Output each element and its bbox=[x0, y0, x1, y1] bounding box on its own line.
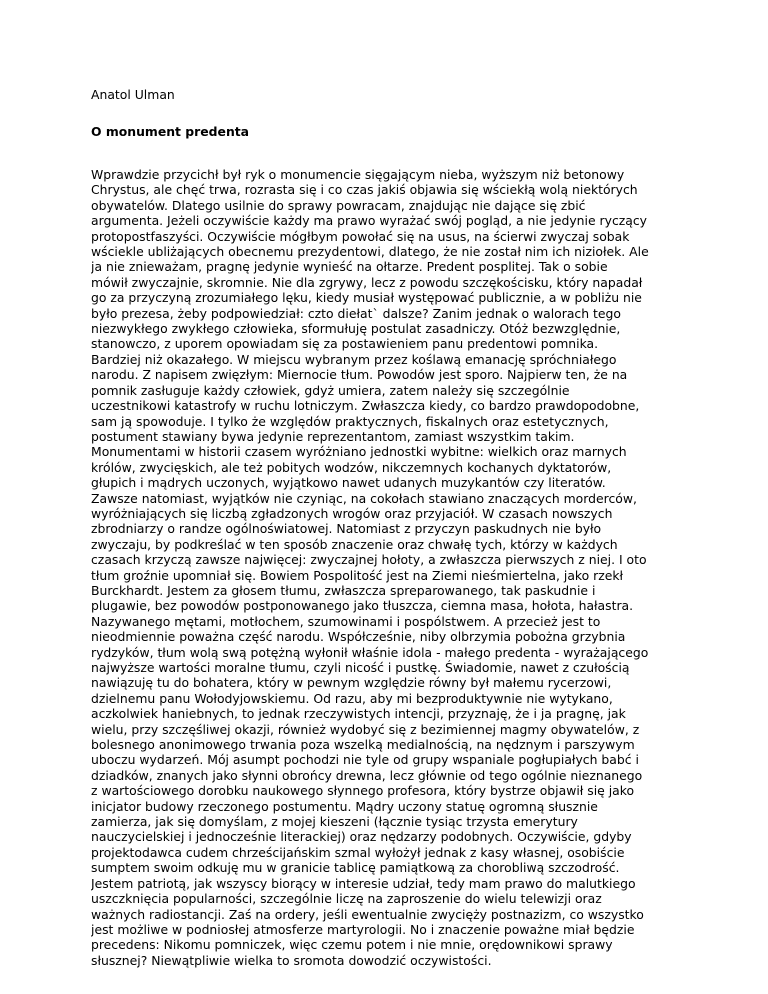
body-line: z wartościowego dorobku naukowego słynnego profesora, który bystrze objawił się jako bbox=[91, 783, 635, 799]
body-line: obywatelów. Dlatego usilnie do sprawy powracam, znajdując nie dające się zbić bbox=[91, 197, 586, 213]
body-line: projektodawca cudem chrześcijańskim szmal wyłożył jednak z kasy własnej, osobiście bbox=[91, 844, 625, 860]
body-line: postument stawiany bywa jedynie reprezentantom, zamiast wszystkim takim. bbox=[91, 428, 575, 444]
body-line: inicjator budowy rzeczonego postumentu. Mądry uczony statuę ogromną słusznie bbox=[91, 798, 598, 814]
body-line: plugawie, bez powodów postponowanego jako tłuszcza, ciemna masa, hołota, hałastra. bbox=[91, 598, 634, 614]
body-line: jest możliwe w podniosłej atmosferze martyrologii. No i znaczenie poważne miał będzie bbox=[91, 921, 635, 937]
body-line: Chrystus, ale chęć trwa, rozrasta się i co czas jakiś objawia się wściekłą wolą niektórych bbox=[91, 182, 638, 198]
body-line: Monumentami w historii czasem wyróżniano jednostki wybitne: wielkich oraz marnych bbox=[91, 444, 627, 460]
article-body bbox=[91, 167, 703, 968]
body-line: narodu. Z napisem zwięzłym: Miernocie tłum. Powodów jest sporo. Najpierw ten, że na bbox=[91, 367, 628, 383]
body-line: dzielnemu panu Wołodyjowskiemu. Od razu, aby mi bezproduktywnie nie wytykano, bbox=[91, 690, 613, 706]
body-line: pomnik zasługuje każdy człowiek, gdyż umiera, zatem należy się szczególnie bbox=[91, 382, 570, 398]
body-line: głupich i mądrych uczonych, wyjątkowo nawet udanych muzykantów czy literatów. bbox=[91, 475, 606, 491]
body-line: wyróżniających się liczbą zgładzonych wrogów oraz przyjaciół. W czasach nowszych bbox=[91, 505, 613, 521]
body-line: dziadków, znanych jako słynni obrońcy drewna, lecz głównie od tego ogólnie nieznanego bbox=[91, 767, 643, 783]
body-line: Zawsze natomiast, wyjątków nie czyniąc, na cokołach stawiano znaczących morderców, bbox=[91, 490, 637, 506]
body-line: najwyższe wartości moralne tłumu, czyli nicość i pustkę. Świadomie, nawet z czułością bbox=[91, 660, 630, 675]
body-line: sumptem swoim odkuję mu w granicie tablicę pamiątkową za chorobliwą szczodrość. bbox=[91, 860, 620, 876]
body-line: ważnych radiostancji. Zaś na ordery, jeśli ewentualnie zwycięży postnazizm, co wszystko bbox=[91, 906, 644, 922]
body-line: nawiązuję tu do bohatera, który w pewnym względzie równy był małemu rycerzowi, bbox=[91, 675, 612, 691]
body-line: stanowczo, z uporem opowiadam się za postawieniem panu predentowi pomnika. bbox=[91, 336, 599, 352]
body-line: Bardziej niż okazałego. W miejscu wybranym przez koślawą emanację spróchniałego bbox=[91, 351, 617, 367]
body-line: słusznej? Niewątpliwie wielka to sromota dowodzić oczywistości. bbox=[91, 952, 492, 968]
body-line: tłum groźnie upomniał się. Bowiem Pospolitość jest na Ziemi nieśmiertelna, jako rzekł bbox=[91, 567, 624, 583]
body-line: bolesnego anonimowego trwania poza wszelką medialnością, na nędznym i parszywym bbox=[91, 737, 635, 753]
body-line: Jestem patriotą, jak wszyscy biorący w interesie udział, tedy mam prawo do malutkiego bbox=[91, 875, 636, 891]
body-line: argumenta. Jeżeli oczywiście każdy ma prawo wyrażać swój pogląd, a nie jedynie ryczący bbox=[91, 213, 647, 229]
body-line: zbrodniarzy o randze ogólnoświatowej. Natomiast z przyczyn paskudnych nie było bbox=[91, 521, 602, 537]
body-line: aczkolwiek haniebnych, to jednak rzeczywistych intencji, przyznaję, że i ja pragnę, jak bbox=[91, 706, 626, 722]
body-line: niezwykłego zwykłego człowieka, sformułuję postulat zasadniczy. Otóż bezwzględnie, bbox=[91, 321, 621, 337]
body-line: uszczknięcia popularności, szczególnie liczę na zaproszenie do wielu telewizji oraz bbox=[91, 891, 602, 907]
body-line: mówił zwyczajnie, skromnie. Nie dla zgrywy, lecz z powodu szczękościsku, który napadał bbox=[91, 274, 643, 290]
body-line: sam ją spowoduje. I tylko że względów praktycznych, fiskalnych oraz estetycznych, bbox=[91, 413, 609, 429]
article-title: O monument predenta bbox=[91, 124, 250, 139]
body-line: ja nie znieważam, pragnę jedynie wynieść na ołtarze. Predent posplitej. Tak o sobie bbox=[91, 259, 608, 275]
body-line: Nazywanego mętami, motłochem, szumowinami i pospólstwem. A przecież jest to bbox=[91, 613, 601, 629]
body-line: wściekle ubliżających obecnemu prezydentowi, dlatego, że nie został nim ich niziołek. Ale bbox=[91, 244, 649, 260]
body-line: nauczycielskiej i jednocześnie literackiej) oraz nędzarzy podobnych. Oczywiście, gdyby bbox=[91, 829, 632, 845]
body-line: wielu, przy szczęśliwej okazji, również wydobyć się z bezimiennej magmy obywatelów, z bbox=[91, 721, 640, 737]
body-line: czasach krzyczą zawsze najwięcej: zwyczajnej hołoty, a zwłaszcza pierwszych z niej. I oto bbox=[91, 552, 647, 568]
body-line: uczestnikowi katastrofy w ruchu lotniczym. Zwłaszcza kiedy, co bardzo prawdopodobne, bbox=[91, 398, 640, 414]
body-line: było prezesa, żeby podpowiedział: czto diełat` dalsze? Zanim jednak o walorach tego bbox=[91, 305, 621, 321]
body-line: nieodmiennie poważna część narodu. Współcześnie, niby olbrzymia pobożna grzybnia bbox=[91, 629, 626, 645]
body-line: uboczu wydarzeń. Mój asumpt pochodzi nie tyle od grupy wspaniale pogłupiałych babć i bbox=[91, 752, 639, 768]
body-line: protopostfaszyści. Oczywiście mógłbym powołać się na usus, na ścierwi zwyczaj sobak bbox=[91, 228, 630, 244]
body-line: go za przyczyną zrozumiałego lęku, kiedy musiał występować publicznie, a w pobliżu nie bbox=[91, 290, 642, 306]
body-line: Wprawdzie przycichł był ryk o monumencie sięgającym nieba, wyższym niż betonowy bbox=[91, 167, 625, 182]
body-line: rydzyków, tłum wolą swą potężną wyłonił właśnie idola - małego predenta - wyrażającego bbox=[91, 644, 649, 660]
body-line: Burckhardt. Jestem za głosem tłumu, zwłaszcza spreparowanego, tak paskudnie i bbox=[91, 582, 596, 598]
body-line: zwyczaju, by podkreślać w ten sposób znaczenie oraz chwałę tych, którzy w każdych bbox=[91, 536, 618, 552]
body-line: precedens: Nikomu pomniczek, więc czemu potem i nie mnie, orędownikowi sprawy bbox=[91, 937, 613, 953]
author-name: Anatol Ulman bbox=[91, 87, 175, 102]
body-line: zamierza, jak się domyślam, z mojej kieszeni (łącznie tysiąc trzysta emerytury bbox=[91, 814, 578, 830]
body-line: królów, zwycięskich, ale też pobitych wodzów, nikczemnych kochanych dyktatorów, bbox=[91, 459, 612, 475]
